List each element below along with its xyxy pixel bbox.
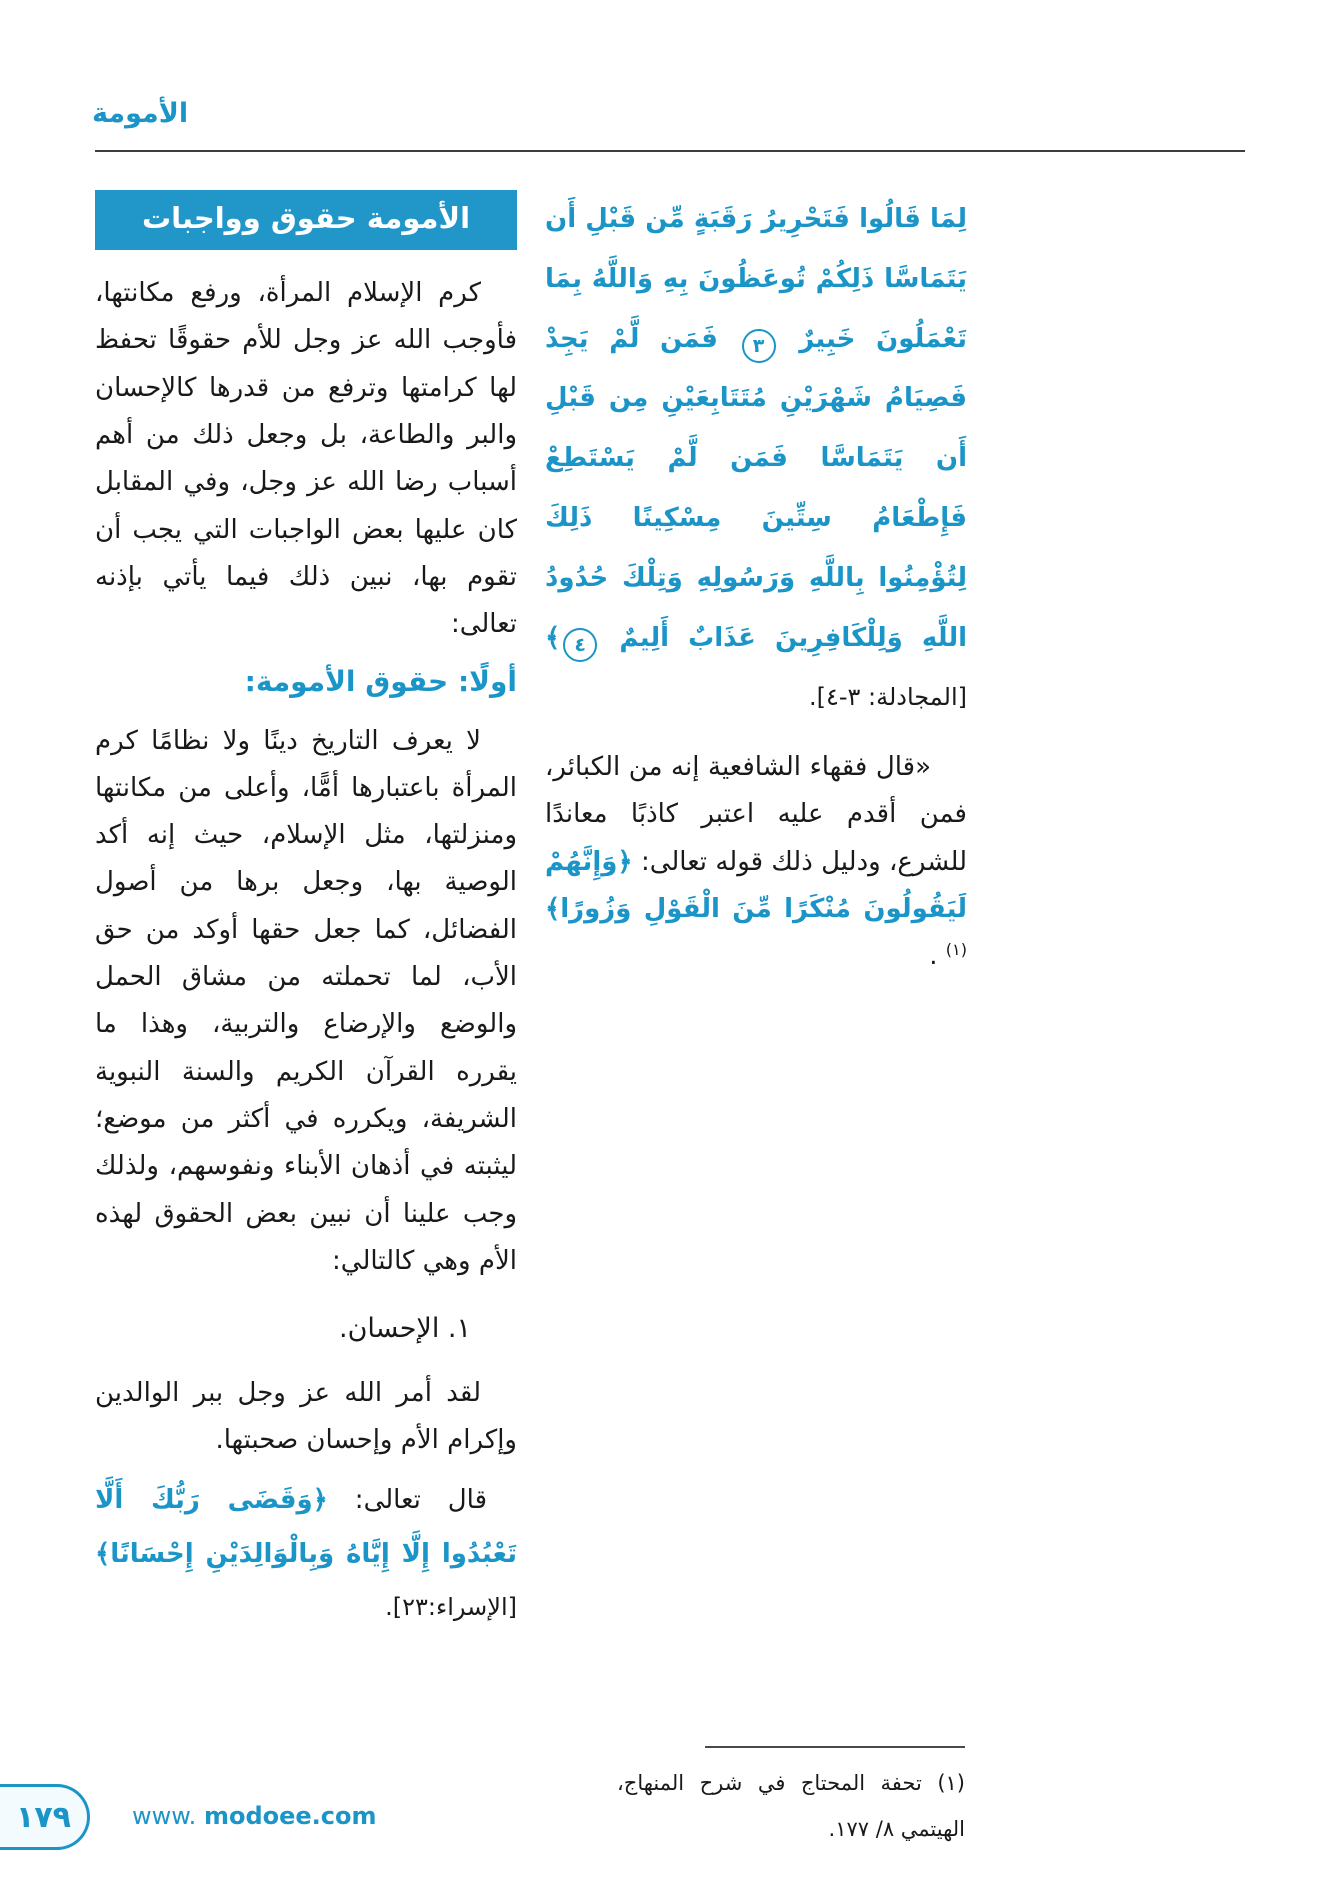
right-column <box>545 190 967 1644</box>
text-segment: . <box>929 941 946 972</box>
list-item-ihsan: ١. الإحسان. <box>339 1313 471 1345</box>
footnote-separator <box>705 1746 965 1748</box>
rights-subheading: أولًا: حقوق الأمومة: <box>244 664 517 698</box>
footnote-marker: (١) <box>945 940 967 960</box>
ayah-number-marker: ٣ <box>742 329 776 363</box>
header-rule <box>95 150 1245 152</box>
website-prefix: www. <box>132 1802 204 1830</box>
page-number: ١٧٩ <box>16 1799 71 1835</box>
footnote-block <box>617 1746 965 1852</box>
verse-reference: [الإسراء:٢٣]. <box>385 1593 517 1622</box>
quran-text: ﴿وَقَضَى رَبُّكَ أَلَّا تَعْبُدُوا إِلَّا إِيَّاهُ وَبِالْوَالِدَيْنِ إِحْسَانًا﴾ <box>95 1485 517 1569</box>
website-text <box>132 1802 377 1830</box>
quran-text: فَمَن لَّمْ يَجِدْ فَصِيَامُ شَهْرَيْنِ مُتَتَابِعَيْنِ مِن قَبْلِ أَن يَتَمَاسَّا فَمَن لَّمْ يَسْتَطِعْ فَإِطْعَامُ سِتِّينَ مِسْكِينًا ذَلِكَ لِتُؤْمِنُوا بِاللَّهِ وَرَسُولِهِ وَتِلْكَ حُدُودُ اللَّهِ وَلِلْكَافِرِينَ عَذَابٌ أَلِيمٌ <box>545 323 967 653</box>
left-column <box>95 190 517 1644</box>
isra-verse-paragraph <box>95 1474 517 1634</box>
section-title-box <box>95 190 517 250</box>
verse-reference: [المجادلة: ٣-٤]. <box>808 683 967 712</box>
section-title: الأمومة حقوق وواجبات <box>141 201 471 235</box>
two-column-content <box>95 190 967 1644</box>
history-paragraph: لا يعرف التاريخ دينًا ولا نظامًا كرم المرأة باعتبارها أمًّا، وأعلى من مكانتها ومنزلتها، مثل الإسلام، حيث إنه أكد الوصية بها، وجعل برها من أصول الفضائل، كما جعل حقها أوكد من حق الأب، لما تحملته من مشاق الحمل والوضع والإرضاع والتربية، وهذا ما يقرره القرآن الكريم والسنة النبوية الشريفة، ويكرره في أكثر من موضع؛ ليثبته في أذهان الأبناء ونفوسهم، ولذلك وجب علينا أن نبين بعض الحقوق لهذه الأم وهي كالتالي: <box>95 725 517 1276</box>
ayah-number-marker: ٤ <box>563 628 597 662</box>
page-number-tab <box>0 1784 90 1850</box>
text-segment: «قال فقهاء الشافعية إنه من الكبائر، فمن أقدم عليه اعتبر كاذبًا معاندًا للشرع، ودليل ذلك قوله تعالى: <box>545 752 967 877</box>
website-name: modoee.com <box>203 1802 377 1830</box>
quran-text: ﴾ <box>545 622 561 653</box>
quran-block-mujadila <box>545 190 967 728</box>
running-head-title: الأمومة <box>92 98 189 129</box>
intro-paragraph: كرم الإسلام المرأة، ورفع مكانتها، فأوجب الله عز وجل للأم حقوقًا تحفظ لها كرامتها وترفع من قدرها كالإحسان والبر والطاعة، بل وجعل ذلك من أهم أسباب رضا الله عز وجل، وفي المقابل كان عليها بعض الواجبات التي يجب أن تقوم بها، نبين ذلك فيما يأتي بإذنه تعالى: <box>95 278 517 640</box>
text-segment: قال تعالى: <box>327 1485 487 1516</box>
shafii-commentary-paragraph <box>545 744 967 981</box>
ihsan-paragraph: لقد أمر الله عز وجل ببر الوالدين وإكرام الأم وإحسان صحبتها. <box>95 1377 517 1456</box>
quran-text: ﴿وَإِنَّهُمْ لَيَقُولُونَ مُنْكَرًا مِّنَ الْقَوْلِ وَزُورًا﴾ <box>545 846 967 925</box>
footnote-text: (١) تحفة المحتاج في شرح المنهاج، الهيتمي ٨/ ١٧٧. <box>617 1771 965 1842</box>
quran-text: لِمَا قَالُوا فَتَحْرِيرُ رَقَبَةٍ مِّن قَبْلِ أَن يَتَمَاسَّا ذَلِكُمْ تُوعَظُونَ بِهِ وَاللَّهُ بِمَا تَعْمَلُونَ خَبِيرٌ <box>545 204 968 354</box>
